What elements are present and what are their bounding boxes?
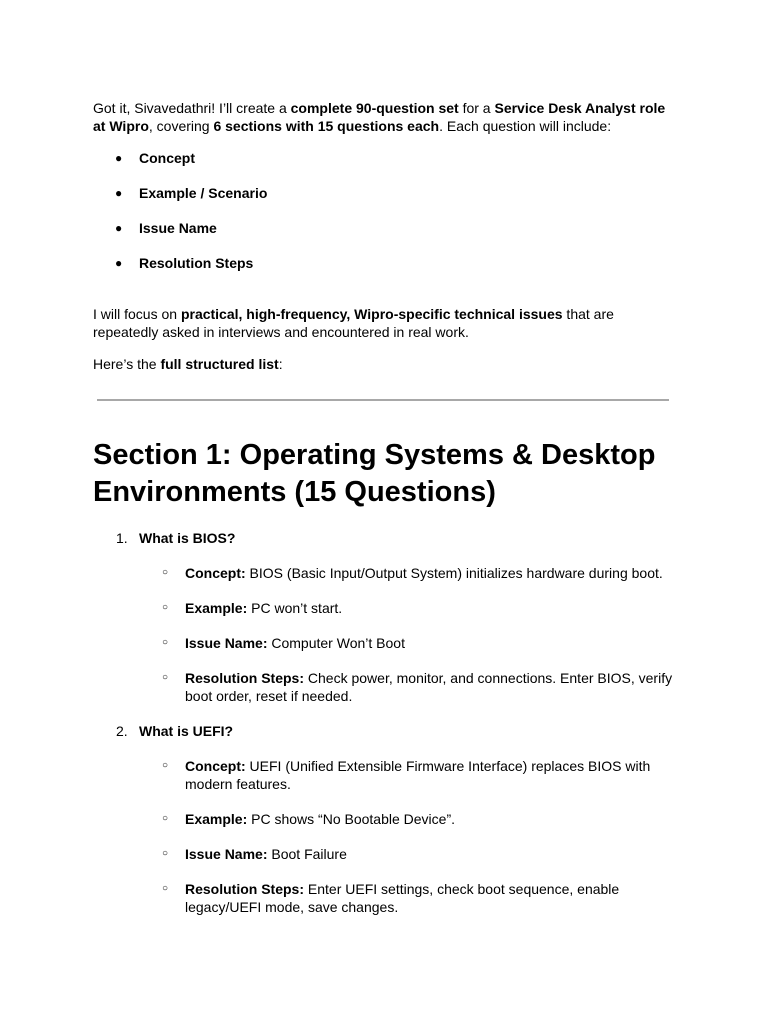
list-item-label: Example / Scenario	[139, 185, 268, 201]
detail-item	[139, 757, 678, 793]
intro-paragraph	[93, 99, 678, 135]
list-item-label: Resolution Steps	[139, 255, 254, 271]
question-title: What is UEFI?	[139, 723, 234, 739]
question-title: What is BIOS?	[139, 530, 236, 546]
detail-label: Issue Name:	[185, 635, 268, 651]
intro-bold: 6 sections with 15 questions each	[213, 118, 440, 134]
detail-text: PC won’t start.	[247, 600, 343, 616]
hollow-bullet-icon: ○	[162, 848, 169, 859]
here-text: Here’s the	[93, 356, 161, 372]
include-list	[93, 149, 678, 272]
bullet-icon: ●	[115, 256, 123, 270]
intro-text: . Each question will include:	[439, 118, 612, 134]
detail-label: Resolution Steps:	[185, 881, 305, 897]
detail-item	[139, 599, 678, 617]
hollow-bullet-icon: ○	[162, 760, 169, 771]
bullet-icon: ●	[115, 151, 123, 165]
hollow-bullet-icon: ○	[162, 672, 169, 683]
bullet-icon: ●	[115, 186, 123, 200]
detail-text: UEFI (Unified Extensible Firmware Interface) replaces BIOS with modern features.	[185, 758, 651, 792]
question-list	[93, 529, 678, 916]
list-item-label: Concept	[139, 150, 195, 166]
list-item	[93, 254, 678, 272]
detail-item	[139, 669, 678, 705]
detail-text: BIOS (Basic Input/Output System) initializes hardware during boot.	[245, 565, 663, 581]
question-item	[93, 529, 678, 705]
detail-label: Example:	[185, 811, 248, 827]
here-text: :	[278, 356, 283, 372]
focus-paragraph	[93, 305, 678, 341]
section-heading: Section 1: Operating Systems & Desktop Environments (15 Questions)	[93, 439, 656, 508]
detail-label: Concept:	[185, 758, 246, 774]
list-item	[93, 219, 678, 237]
detail-text: Check power, monitor, and connections. Enter BIOS, verify boot order, reset if needed.	[185, 670, 673, 704]
here-bold: full structured list	[160, 356, 279, 372]
intro-text: Got it, Sivavedathri! I’ll create a	[93, 100, 291, 116]
hollow-bullet-icon: ○	[162, 637, 169, 648]
focus-text: I will focus on	[93, 306, 181, 322]
hollow-bullet-icon: ○	[162, 883, 169, 894]
detail-label: Example:	[185, 600, 248, 616]
detail-label: Resolution Steps:	[185, 670, 305, 686]
detail-item	[139, 810, 678, 828]
list-item-label: Issue Name	[139, 220, 217, 236]
detail-label: Issue Name:	[185, 846, 268, 862]
detail-item	[139, 564, 678, 582]
list-item	[93, 184, 678, 202]
detail-label: Concept:	[185, 565, 246, 581]
question-detail-list	[139, 564, 678, 705]
hollow-bullet-icon: ○	[162, 602, 169, 613]
horizontal-divider	[97, 399, 669, 401]
hollow-bullet-icon: ○	[162, 567, 169, 578]
hollow-bullet-icon: ○	[162, 813, 169, 824]
detail-item	[139, 634, 678, 652]
detail-text: Boot Failure	[267, 846, 347, 862]
detail-item	[139, 845, 678, 863]
list-item	[93, 149, 678, 167]
intro-bold: Service Desk Analyst role at Wipro	[93, 100, 666, 134]
focus-text: that are repeatedly asked in interviews and encountered in real work.	[93, 306, 614, 340]
question-number: 1.	[116, 530, 128, 546]
detail-text: PC shows “No Bootable Device”.	[247, 811, 456, 827]
question-detail-list	[139, 757, 678, 916]
document-content	[93, 99, 678, 933]
detail-item	[139, 880, 678, 916]
here-paragraph	[93, 355, 678, 373]
question-number: 2.	[116, 723, 128, 739]
intro-bold: complete 90-question set	[290, 100, 459, 116]
intro-text: for a	[458, 100, 495, 116]
intro-text: , covering	[148, 118, 214, 134]
bullet-icon: ●	[115, 221, 123, 235]
question-item	[93, 722, 678, 916]
detail-text: Enter UEFI settings, check boot sequence, enable legacy/UEFI mode, save changes.	[185, 881, 620, 915]
detail-text: Computer Won’t Boot	[267, 635, 405, 651]
focus-bold: practical, high-frequency, Wipro-specific technical issues	[180, 306, 563, 322]
